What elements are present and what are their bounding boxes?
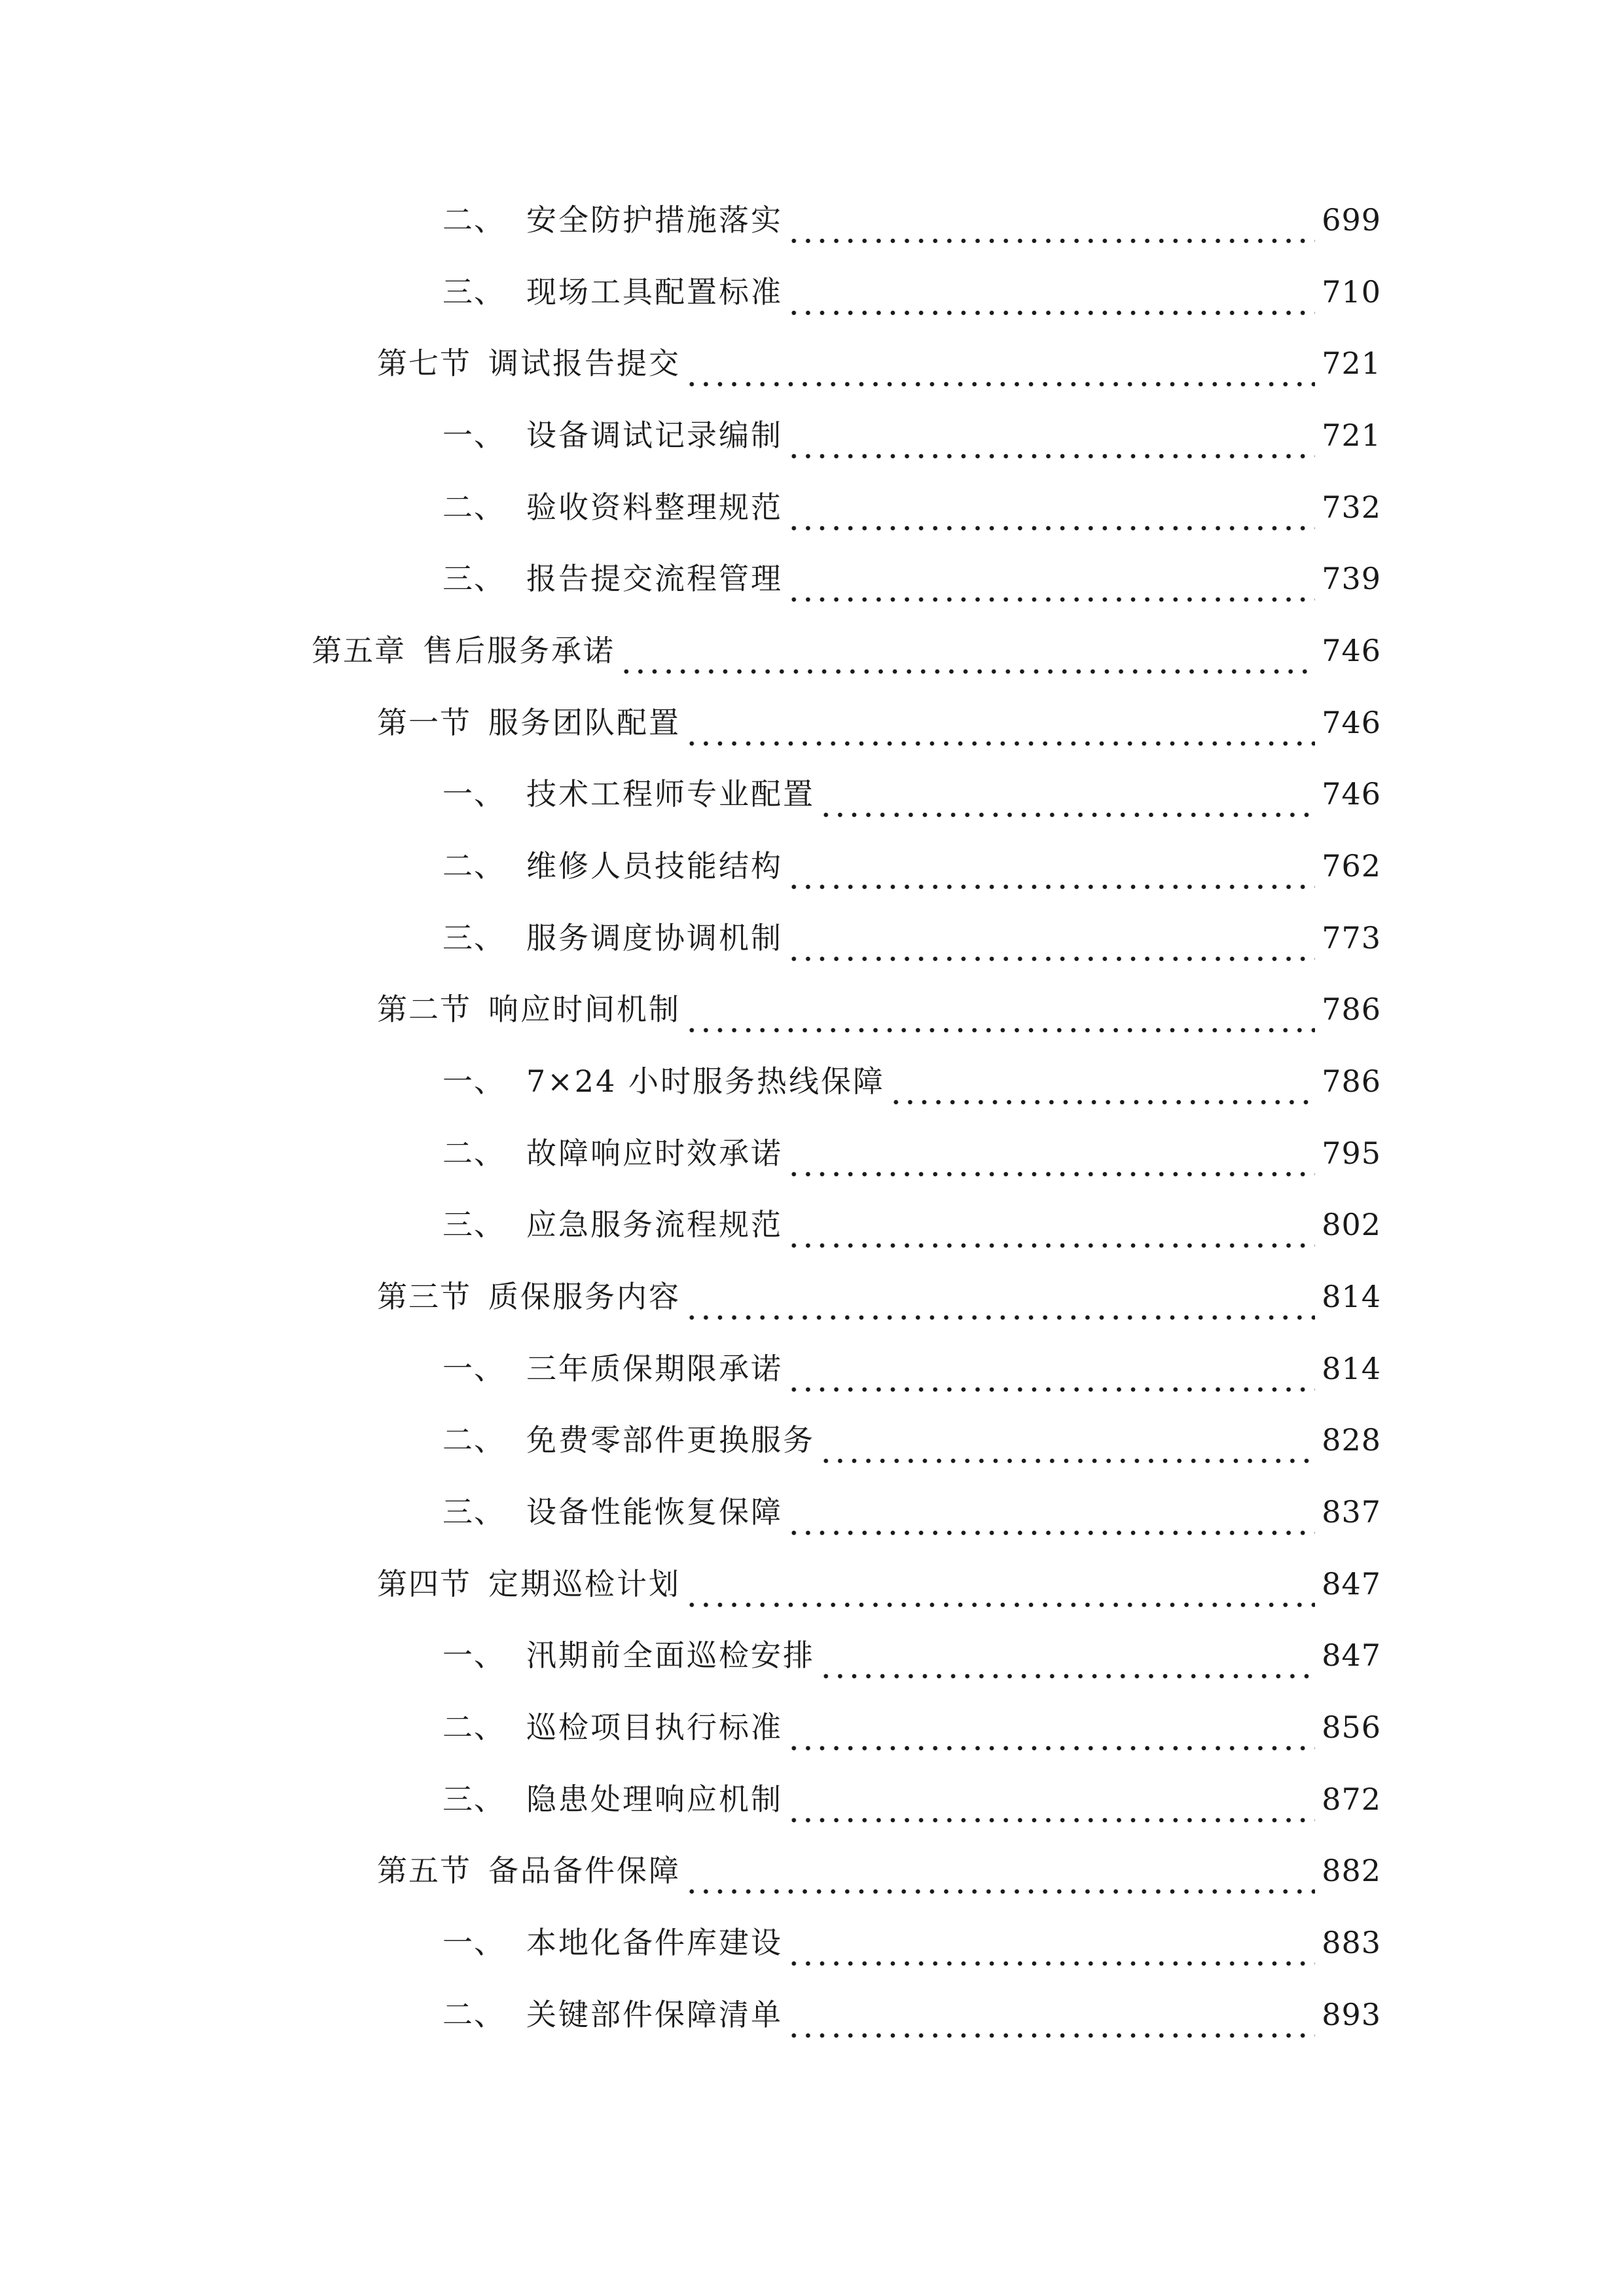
toc-entry[interactable] <box>442 1414 1381 1466</box>
toc-entry-page: 773 <box>1322 920 1381 956</box>
toc-entry-title: 售后服务承诺 <box>423 633 615 668</box>
toc-entry-number: 一、 <box>442 776 505 812</box>
toc-entry-page: 721 <box>1322 346 1381 381</box>
toc-leader-dots <box>787 552 1315 605</box>
toc-entry[interactable] <box>442 1486 1381 1538</box>
toc-entry-title: 维修人员技能结构 <box>526 848 783 884</box>
toc-leader-dots <box>787 194 1315 246</box>
toc-entry-number: 一、 <box>442 1638 505 1673</box>
toc-entry-number: 第三节 <box>377 1279 471 1314</box>
toc-entry[interactable] <box>442 1342 1381 1395</box>
toc-entry[interactable] <box>442 1988 1381 2041</box>
toc-entry-page: 762 <box>1322 848 1381 884</box>
toc-leader-dots <box>685 1558 1315 1610</box>
toc-entry[interactable] <box>377 983 1381 1035</box>
toc-entry[interactable] <box>377 1270 1381 1323</box>
toc-entry-page: 814 <box>1322 1351 1381 1386</box>
toc-leader-dots <box>619 624 1315 677</box>
toc-entry-title: 调试报告提交 <box>488 346 681 381</box>
toc-entry-page: 710 <box>1322 274 1381 310</box>
toc-entry-number: 第二节 <box>377 992 471 1027</box>
toc-entry-number: 一、 <box>442 1925 505 1960</box>
toc-entry-title: 服务调度协调机制 <box>526 920 783 956</box>
toc-entry-page: 739 <box>1322 561 1381 596</box>
toc-entry[interactable] <box>442 768 1381 820</box>
toc-leader-dots <box>787 409 1315 461</box>
toc-entry-page: 732 <box>1322 490 1381 525</box>
toc-entry-number: 第七节 <box>377 346 471 381</box>
toc-leader-dots <box>787 266 1315 318</box>
toc-entry-title: 安全防护措施落实 <box>526 202 783 238</box>
toc-leader-dots <box>787 1342 1315 1395</box>
toc-entry-number: 第四节 <box>377 1566 471 1602</box>
toc-entry[interactable] <box>442 409 1381 461</box>
toc-entry-title: 故障响应时效承诺 <box>526 1136 783 1171</box>
toc-entry-title: 验收资料整理规范 <box>526 490 783 525</box>
toc-entry[interactable] <box>442 481 1381 533</box>
toc-leader-dots <box>685 1844 1315 1897</box>
toc-entry-title: 7×24 小时服务热线保障 <box>526 1064 885 1099</box>
toc-entry-title: 应急服务流程规范 <box>526 1207 783 1242</box>
toc-entry[interactable] <box>442 1127 1381 1179</box>
toc-entry[interactable] <box>377 696 1381 749</box>
toc-leader-dots <box>787 1916 1315 1969</box>
toc-entry[interactable] <box>442 912 1381 964</box>
toc-entry-page: 746 <box>1322 633 1381 668</box>
toc-entry-title: 巡检项目执行标准 <box>526 1710 783 1745</box>
toc-entry-number: 二、 <box>442 848 505 884</box>
toc-leader-dots <box>787 1198 1315 1251</box>
toc-entry-page: 786 <box>1322 1064 1381 1099</box>
toc-entry-title: 设备调试记录编制 <box>526 418 783 453</box>
toc-entry-number: 三、 <box>442 274 505 310</box>
toc-entry-page: 893 <box>1322 1997 1381 2032</box>
toc-entry-title: 免费零部件更换服务 <box>526 1422 815 1458</box>
toc-entry[interactable] <box>377 1844 1381 1897</box>
toc-entry-number: 三、 <box>442 920 505 956</box>
toc-entry-number: 二、 <box>442 490 505 525</box>
toc-entry-page: 786 <box>1322 992 1381 1027</box>
toc-entry-title: 设备性能恢复保障 <box>526 1494 783 1530</box>
toc-entry-number: 一、 <box>442 418 505 453</box>
toc-entry-page: 814 <box>1322 1279 1381 1314</box>
toc-entry[interactable] <box>442 1198 1381 1251</box>
toc-leader-dots <box>787 1486 1315 1538</box>
toc-leader-dots <box>787 481 1315 533</box>
toc-leader-dots <box>819 768 1315 820</box>
toc-leader-dots <box>685 337 1315 389</box>
toc-entry-number: 一、 <box>442 1351 505 1386</box>
toc-entry-page: 721 <box>1322 418 1381 453</box>
toc-entry[interactable] <box>442 266 1381 318</box>
toc-entry-number: 二、 <box>442 1710 505 1745</box>
toc-leader-dots <box>819 1629 1315 1681</box>
toc-leader-dots <box>787 1988 1315 2041</box>
toc-entry-number: 三、 <box>442 561 505 596</box>
toc-entry-number: 二、 <box>442 1136 505 1171</box>
toc-entry-page: 856 <box>1322 1710 1381 1745</box>
toc-entry[interactable] <box>442 1629 1381 1681</box>
toc-entry[interactable] <box>442 194 1381 246</box>
toc-entry-page: 847 <box>1322 1638 1381 1673</box>
toc-entry-number: 三、 <box>442 1494 505 1530</box>
toc-leader-dots <box>787 1773 1315 1825</box>
toc-entry-number: 二、 <box>442 202 505 238</box>
toc-leader-dots <box>819 1414 1315 1466</box>
toc-entry-page: 795 <box>1322 1136 1381 1171</box>
toc-entry-page: 882 <box>1322 1853 1381 1888</box>
toc-entry-page: 746 <box>1322 705 1381 740</box>
toc-entry[interactable] <box>377 337 1381 389</box>
toc-entry-number: 第五章 <box>312 633 406 668</box>
toc-entry-title: 响应时间机制 <box>488 992 681 1027</box>
toc-entry-page: 847 <box>1322 1566 1381 1602</box>
toc-leader-dots <box>787 1127 1315 1179</box>
toc-entry-number: 一、 <box>442 1064 505 1099</box>
toc-leader-dots <box>889 1055 1315 1107</box>
toc-entry-title: 服务团队配置 <box>488 705 681 740</box>
toc-entry-title: 本地化备件库建设 <box>526 1925 783 1960</box>
toc-entry-number: 二、 <box>442 1997 505 2032</box>
toc-leader-dots <box>685 1270 1315 1323</box>
toc-entry-page: 746 <box>1322 776 1381 812</box>
toc-leader-dots <box>787 840 1315 892</box>
toc-entry-number: 第一节 <box>377 705 471 740</box>
toc-entry-title: 现场工具配置标准 <box>526 274 783 310</box>
toc-entry-title: 报告提交流程管理 <box>526 561 783 596</box>
toc-leader-dots <box>787 1701 1315 1753</box>
toc-entry-title: 隐患处理响应机制 <box>526 1782 783 1817</box>
toc-entry-page: 872 <box>1322 1782 1381 1817</box>
toc-entry-number: 三、 <box>442 1782 505 1817</box>
toc-entry[interactable] <box>442 840 1381 892</box>
toc-entry[interactable] <box>442 1055 1381 1107</box>
toc-entry[interactable] <box>442 1916 1381 1969</box>
toc-entry-page: 883 <box>1322 1925 1381 1960</box>
toc-entry-page: 699 <box>1322 202 1381 238</box>
toc-leader-dots <box>787 912 1315 964</box>
toc-leader-dots <box>685 696 1315 749</box>
toc-entry-title: 三年质保期限承诺 <box>526 1351 783 1386</box>
toc-entry-title: 质保服务内容 <box>488 1279 681 1314</box>
toc-entry[interactable] <box>312 624 1381 677</box>
toc-entry-number: 第五节 <box>377 1853 471 1888</box>
toc-entry-title: 汛期前全面巡检安排 <box>526 1638 815 1673</box>
toc-entry-number: 三、 <box>442 1207 505 1242</box>
toc-entry-page: 802 <box>1322 1207 1381 1242</box>
toc-entry[interactable] <box>442 552 1381 605</box>
toc-entry-page: 828 <box>1322 1422 1381 1458</box>
toc-entry-number: 二、 <box>442 1422 505 1458</box>
toc-entry-title: 技术工程师专业配置 <box>526 776 815 812</box>
toc-entry-title: 定期巡检计划 <box>488 1566 681 1602</box>
toc-entry-title: 关键部件保障清单 <box>526 1997 783 2032</box>
toc-entry-title: 备品备件保障 <box>488 1853 681 1888</box>
toc-entry-page: 837 <box>1322 1494 1381 1530</box>
toc-entry[interactable] <box>442 1773 1381 1825</box>
toc-entry[interactable] <box>377 1558 1381 1610</box>
toc-leader-dots <box>685 983 1315 1035</box>
toc-entry[interactable] <box>442 1701 1381 1753</box>
